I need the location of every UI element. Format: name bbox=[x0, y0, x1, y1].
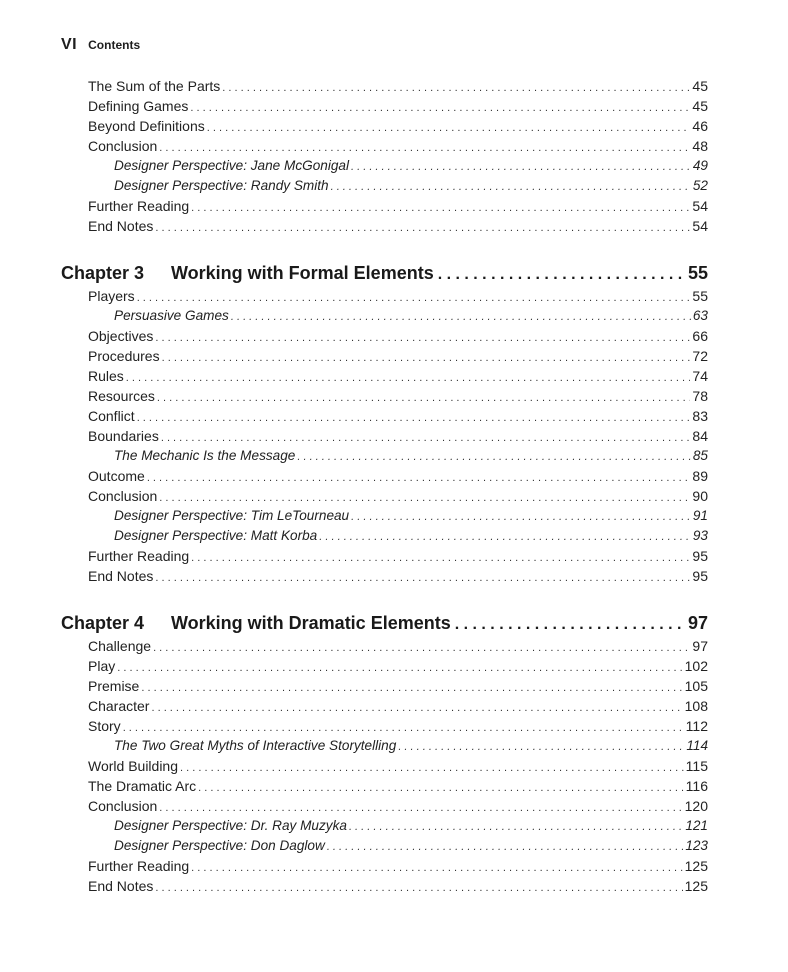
toc-entry[interactable] bbox=[88, 76, 708, 96]
toc-entry[interactable] bbox=[88, 756, 708, 776]
dot-leader bbox=[191, 548, 690, 568]
dot-leader bbox=[297, 447, 691, 467]
toc-entry[interactable] bbox=[88, 96, 708, 116]
entry-title: End Notes bbox=[88, 568, 154, 584]
toc-subentry[interactable] bbox=[114, 506, 708, 526]
entry-title: Conflict bbox=[88, 408, 135, 424]
dot-leader bbox=[398, 737, 684, 757]
dot-leader bbox=[180, 758, 684, 778]
toc-entry[interactable] bbox=[88, 876, 708, 896]
dot-leader bbox=[157, 388, 691, 408]
entry-title: Outcome bbox=[88, 468, 145, 484]
dot-leader bbox=[331, 177, 691, 197]
toc-entry[interactable] bbox=[88, 406, 708, 426]
dot-leader bbox=[147, 468, 691, 488]
dot-leader bbox=[126, 368, 691, 388]
dot-leader bbox=[161, 428, 691, 448]
entry-title: Procedures bbox=[88, 348, 160, 364]
toc-entry[interactable] bbox=[88, 196, 708, 216]
entry-page: 95 bbox=[692, 568, 708, 584]
toc-entry[interactable] bbox=[88, 656, 708, 676]
chapter-label: Chapter 4 bbox=[61, 613, 145, 633]
toc-subentry[interactable] bbox=[114, 306, 708, 326]
dot-leader bbox=[141, 678, 682, 698]
dot-leader bbox=[191, 198, 690, 218]
dot-leader bbox=[155, 218, 690, 238]
dot-leader bbox=[155, 568, 690, 588]
chapter-label: Chapter 3 bbox=[61, 263, 145, 283]
entry-title: Defining Games bbox=[88, 98, 189, 114]
dot-leader bbox=[231, 307, 691, 327]
entry-title: Objectives bbox=[88, 328, 154, 344]
dot-leader bbox=[455, 612, 684, 638]
toc-entry[interactable] bbox=[88, 636, 708, 656]
entry-page: 63 bbox=[692, 308, 708, 323]
toc-subentry[interactable] bbox=[114, 736, 708, 756]
entry-page: 115 bbox=[685, 758, 708, 774]
dot-leader bbox=[222, 78, 690, 98]
entry-page: 78 bbox=[692, 388, 708, 404]
running-head: Contents bbox=[88, 38, 141, 52]
entry-page: 66 bbox=[692, 328, 708, 344]
toc-section-chapter-3 bbox=[0, 286, 788, 586]
dot-leader bbox=[198, 778, 684, 798]
entry-page: 102 bbox=[684, 658, 708, 674]
toc-subentry[interactable] bbox=[114, 836, 708, 856]
entry-title: Premise bbox=[88, 678, 140, 694]
entry-page: 54 bbox=[692, 198, 708, 214]
dot-leader bbox=[153, 638, 690, 658]
entry-title: Further Reading bbox=[88, 198, 190, 214]
entry-page: 123 bbox=[685, 838, 708, 853]
entry-title: Designer Perspective: Dr. Ray Muzyka bbox=[114, 818, 347, 833]
dot-leader bbox=[351, 157, 691, 177]
toc-entry[interactable] bbox=[88, 776, 708, 796]
entry-title: Play bbox=[88, 658, 116, 674]
toc-subentry[interactable] bbox=[114, 446, 708, 466]
dot-leader bbox=[162, 348, 691, 368]
page-number: VI bbox=[61, 36, 78, 53]
toc-entry[interactable] bbox=[88, 696, 708, 716]
toc-entry[interactable] bbox=[88, 716, 708, 736]
entry-page: 116 bbox=[685, 778, 708, 794]
entry-page: 125 bbox=[684, 858, 708, 874]
entry-title: Resources bbox=[88, 388, 155, 404]
entry-title: Boundaries bbox=[88, 428, 159, 444]
entry-page: 120 bbox=[684, 798, 708, 814]
entry-page: 49 bbox=[692, 158, 708, 173]
dot-leader bbox=[327, 837, 684, 857]
entry-title: Designer Perspective: Randy Smith bbox=[114, 178, 329, 193]
entry-title: Conclusion bbox=[88, 488, 158, 504]
entry-page: 97 bbox=[692, 638, 708, 654]
entry-page: 93 bbox=[692, 528, 708, 543]
toc-entry[interactable] bbox=[88, 486, 708, 506]
entry-title: The Two Great Myths of Interactive Storytelling bbox=[114, 738, 397, 753]
dot-leader bbox=[123, 718, 684, 738]
chapter-page: 97 bbox=[687, 613, 708, 633]
toc-subentry[interactable] bbox=[114, 526, 708, 546]
entry-page: 112 bbox=[685, 718, 708, 734]
dot-leader bbox=[159, 138, 690, 158]
entry-title: Challenge bbox=[88, 638, 152, 654]
chapter-title: Working with Dramatic Elements bbox=[171, 613, 451, 633]
dot-leader bbox=[351, 507, 691, 527]
chapter-page: 55 bbox=[687, 263, 708, 283]
toc-entry[interactable] bbox=[88, 466, 708, 486]
toc-entry[interactable] bbox=[88, 286, 708, 306]
toc-entry[interactable] bbox=[88, 426, 708, 446]
dot-leader bbox=[155, 328, 690, 348]
toc-entry[interactable] bbox=[88, 346, 708, 366]
entry-title: End Notes bbox=[88, 878, 154, 894]
entry-title: Character bbox=[88, 698, 150, 714]
toc-entry[interactable] bbox=[88, 796, 708, 816]
dot-leader bbox=[349, 817, 683, 837]
entry-page: 72 bbox=[692, 348, 708, 364]
dot-leader bbox=[137, 408, 691, 428]
toc-entry[interactable] bbox=[88, 566, 708, 586]
entry-title: Designer Perspective: Tim LeTourneau bbox=[114, 508, 350, 523]
entry-page: 45 bbox=[692, 78, 708, 94]
entry-title: Conclusion bbox=[88, 798, 158, 814]
entry-title: Persuasive Games bbox=[114, 308, 229, 323]
entry-title: World Building bbox=[88, 758, 179, 774]
entry-title: Beyond Definitions bbox=[88, 118, 205, 134]
entry-page: 45 bbox=[692, 98, 708, 114]
entry-page: 48 bbox=[692, 138, 708, 154]
dot-leader bbox=[159, 798, 682, 818]
entry-page: 89 bbox=[692, 468, 708, 484]
toc-entry[interactable] bbox=[88, 546, 708, 566]
chapter-heading-3[interactable] bbox=[61, 260, 708, 286]
entry-page: 52 bbox=[692, 178, 708, 193]
entry-title: Designer Perspective: Jane McGonigal bbox=[114, 158, 349, 173]
entry-page: 90 bbox=[692, 488, 708, 504]
toc-section-previous bbox=[0, 76, 788, 236]
toc-entry[interactable] bbox=[88, 676, 708, 696]
entry-page: 74 bbox=[692, 368, 708, 384]
entry-title: The Sum of the Parts bbox=[88, 78, 221, 94]
entry-page: 125 bbox=[684, 878, 708, 894]
entry-title: Rules bbox=[88, 368, 124, 384]
entry-title: Further Reading bbox=[88, 858, 190, 874]
dot-leader bbox=[155, 878, 682, 898]
dot-leader bbox=[191, 858, 682, 878]
dot-leader bbox=[159, 488, 690, 508]
toc-entry[interactable] bbox=[88, 116, 708, 136]
entry-title: Players bbox=[88, 288, 135, 304]
dot-leader bbox=[137, 288, 691, 308]
entry-page: 95 bbox=[692, 548, 708, 564]
toc-subentry[interactable] bbox=[114, 156, 708, 176]
entry-title: Conclusion bbox=[88, 138, 158, 154]
toc-entry[interactable] bbox=[88, 366, 708, 386]
entry-page: 46 bbox=[692, 118, 708, 134]
entry-title: Designer Perspective: Matt Korba bbox=[114, 528, 318, 543]
entry-page: 85 bbox=[692, 448, 708, 463]
entry-title: Story bbox=[88, 718, 121, 734]
entry-page: 121 bbox=[685, 818, 708, 833]
dot-leader bbox=[319, 527, 691, 547]
entry-title: Further Reading bbox=[88, 548, 190, 564]
chapter-title: Working with Formal Elements bbox=[171, 263, 434, 283]
entry-title: End Notes bbox=[88, 218, 154, 234]
entry-page: 54 bbox=[692, 218, 708, 234]
toc-entry[interactable] bbox=[88, 326, 708, 346]
entry-title: The Dramatic Arc bbox=[88, 778, 197, 794]
chapter-heading-4[interactable] bbox=[61, 610, 708, 636]
toc-section-chapter-4 bbox=[0, 636, 788, 896]
toc-entry[interactable] bbox=[88, 856, 708, 876]
entry-page: 55 bbox=[692, 288, 708, 304]
dot-leader bbox=[117, 658, 682, 678]
dot-leader bbox=[207, 118, 691, 138]
dot-leader bbox=[438, 262, 684, 288]
entry-page: 114 bbox=[686, 738, 708, 753]
entry-page: 91 bbox=[692, 508, 708, 523]
toc-entry[interactable] bbox=[88, 136, 708, 156]
entry-title: The Mechanic Is the Message bbox=[114, 448, 296, 463]
entry-page: 84 bbox=[692, 428, 708, 444]
toc-entry[interactable] bbox=[88, 386, 708, 406]
entry-page: 108 bbox=[684, 698, 708, 714]
entry-page: 105 bbox=[684, 678, 708, 694]
entry-title: Designer Perspective: Don Daglow bbox=[114, 838, 325, 853]
table-of-contents bbox=[0, 76, 788, 896]
toc-subentry[interactable] bbox=[114, 176, 708, 196]
toc-subentry[interactable] bbox=[114, 816, 708, 836]
dot-leader bbox=[151, 698, 682, 718]
dot-leader bbox=[190, 98, 690, 118]
page-header bbox=[61, 36, 140, 54]
toc-entry[interactable] bbox=[88, 216, 708, 236]
entry-page: 83 bbox=[692, 408, 708, 424]
